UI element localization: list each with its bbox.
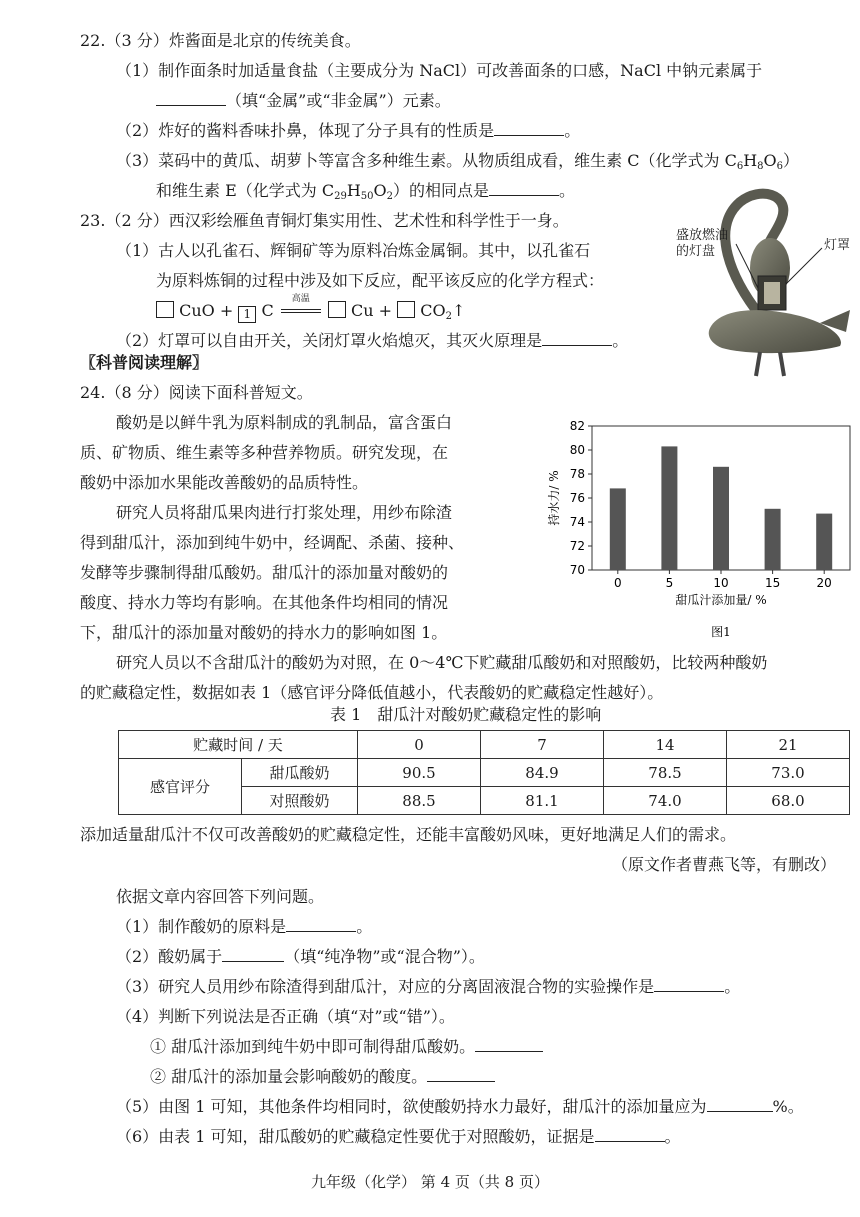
q22-part2-text: （2）炸好的酱料香味扑鼻，体现了分子具有的性质是 [116, 121, 495, 140]
page-footer: 九年级（化学） 第 4 页（共 8 页） [311, 1173, 549, 1191]
table-row-label: 甜瓜酸奶 [242, 759, 358, 787]
table-cell: 88.5 [358, 787, 481, 815]
q24-sub3-text: （3）研究人员用纱布除渣得到甜瓜汁，对应的分离固液混合物的实验操作是 [116, 977, 655, 996]
element-symbol: H [346, 181, 361, 200]
eq-c: C [261, 301, 274, 320]
table-group-cell: 感官评分 [119, 759, 242, 815]
chart-title: 图1 [711, 625, 731, 639]
y-tick-label: 72 [569, 539, 585, 553]
answer-blank[interactable] [542, 329, 612, 346]
period: 。 [664, 1127, 681, 1146]
eq-co2: CO [420, 301, 446, 320]
condition-text: 高温 [291, 294, 310, 304]
q24-sub1-text: （1）制作酸奶的原料是 [116, 917, 287, 936]
q24-sub4b [150, 1064, 495, 1090]
q22-part1-line2 [156, 88, 451, 114]
x-axis-label: 甜瓜汁添加量/ % [675, 593, 767, 607]
q24-sub5-text: （5）由图 1 可知，其他条件均相同时，欲使酸奶持水力最好，甜瓜汁的添加量应为 [116, 1097, 707, 1116]
table-cell: 74.0 [604, 787, 727, 815]
para3-line1: 研究人员以不含甜瓜汁的酸奶为对照，在 0～4℃下贮藏甜瓜酸奶和对照酸奶，比较两种酸奶 [116, 653, 768, 672]
bronze-lamp-image [670, 188, 860, 380]
figure1-bar-chart [540, 410, 860, 642]
q22-part1-text: （填“金属”或“非金属”）元素。 [226, 91, 451, 110]
para2-line4: 酸度、持水力等均有影响。在其他条件均相同的情况 [80, 593, 449, 612]
subscript: 6 [736, 161, 744, 172]
eq-cuo: CuO + [179, 301, 234, 320]
y-tick-label: 78 [569, 467, 585, 481]
bar [610, 488, 626, 570]
y-tick-label: 76 [569, 491, 585, 505]
table-cell: 78.5 [604, 759, 727, 787]
q24-sub4a [150, 1034, 543, 1060]
q24-sub5-unit: %。 [772, 1097, 804, 1116]
element-symbol: O [373, 181, 387, 200]
q23-part1-line2: 为原料炼铜的过程中涉及如下反应，配平该反应的化学方程式： [156, 271, 605, 290]
table-header-cell: 21 [727, 731, 850, 759]
source-note: （原文作者曹燕飞等，有删改） [612, 855, 837, 874]
coefficient-box[interactable] [156, 301, 174, 318]
subscript: 50 [360, 191, 374, 202]
period: 。 [724, 977, 741, 996]
q24-sub2 [116, 944, 485, 970]
coefficient-box[interactable] [397, 301, 415, 318]
table-cell: 68.0 [727, 787, 850, 815]
q22-heading: 22.（3 分）炸酱面是北京的传统美食。 [80, 31, 361, 50]
answer-blank[interactable] [222, 945, 284, 962]
para1-line2: 质、矿物质、维生素等多种营养物质。研究发现，在 [80, 443, 449, 462]
answer-blank[interactable] [156, 89, 226, 106]
q22-part3-line2 [156, 178, 575, 205]
q23-heading: 23.（2 分）西汉彩绘雁鱼青铜灯集实用性、艺术性和科学性于一身。 [80, 211, 569, 230]
subscript: 8 [757, 161, 764, 172]
x-tick-label: 5 [665, 576, 674, 590]
table-header-row [119, 731, 850, 759]
q22-part2 [116, 118, 580, 144]
q22-part3-text2: 和维生素 E（化学式为 C [156, 181, 335, 200]
q24-sub4a-text: ① 甜瓜汁添加到纯牛奶中即可制得甜瓜酸奶。 [150, 1037, 476, 1056]
answer-blank[interactable] [494, 119, 564, 136]
q24-sub2-text: （2）酸奶属于 [116, 947, 223, 966]
table-row [119, 759, 850, 787]
para2-line3: 发酵等步骤制得甜瓜酸奶。甜瓜汁的添加量对酸奶的 [80, 563, 449, 582]
q24-ask: 依据文章内容回答下列问题。 [116, 887, 325, 906]
q22-part1-line1: （1）制作面条时加适量食盐（主要成分为 NaCl）可改善面条的口感，NaCl 中钠元素属于 [116, 61, 763, 80]
q22-part3-text3: ）的相同点是 [393, 181, 490, 200]
reaction-condition [279, 294, 323, 318]
q24-sub5 [116, 1094, 804, 1120]
y-tick-label: 80 [569, 443, 585, 457]
section-title: 〖科普阅读理解〗 [80, 353, 209, 372]
lamp-label-tray [676, 228, 728, 260]
q24-sub4: （4）判断下列说法是否正确（填“对”或“错”）。 [116, 1007, 455, 1026]
answer-blank[interactable] [707, 1095, 773, 1112]
q24-sub6 [116, 1124, 681, 1150]
q24-heading: 24.（8 分）阅读下面科普短文。 [80, 383, 313, 402]
table1 [118, 730, 850, 815]
gas-arrow: ↑ [451, 301, 466, 320]
para2-line5: 下，甜瓜汁的添加量对酸奶的持水力的影响如图 1。 [80, 623, 448, 642]
para1-line1: 酸奶是以鲜牛乳为原料制成的乳制品，富含蛋白 [116, 413, 453, 432]
subscript: 29 [334, 191, 347, 202]
lamp-label-shade: 灯罩 [824, 238, 851, 253]
q24-sub4b-text: ② 甜瓜汁的添加量会影响酸奶的酸度。 [150, 1067, 428, 1086]
table-header-cell: 7 [481, 731, 604, 759]
answer-blank[interactable] [427, 1065, 495, 1082]
bar [661, 446, 677, 570]
para2-line1: 研究人员将甜瓜果肉进行打浆处理，用纱布除渣 [116, 503, 453, 522]
answer-blank[interactable] [595, 1125, 665, 1142]
subscript: 6 [776, 161, 784, 172]
table-header-cell: 贮藏时间 / 天 [119, 731, 358, 759]
period: 。 [559, 181, 576, 200]
period: 。 [564, 121, 581, 140]
bar [816, 514, 832, 570]
para1-line3: 酸奶中添加水果能改善酸奶的品质特性。 [80, 473, 369, 492]
q22-part3-line1 [116, 148, 799, 175]
subscript: 2 [445, 311, 452, 322]
bar [713, 467, 729, 570]
coefficient-box[interactable] [328, 301, 346, 318]
table-row-label: 对照酸奶 [242, 787, 358, 815]
lamp-label-tray-line1: 盛放燃油 [676, 228, 729, 243]
x-tick-label: 0 [613, 576, 622, 590]
bracket: ） [783, 151, 800, 170]
table1-title: 表 1 甜瓜汁对酸奶贮藏稳定性的影响 [330, 705, 602, 724]
period: 。 [356, 917, 373, 936]
chemical-equation [156, 294, 466, 325]
table-cell: 81.1 [481, 787, 604, 815]
y-tick-label: 82 [569, 419, 585, 433]
table-header-cell: 14 [604, 731, 727, 759]
answer-blank[interactable] [489, 179, 559, 196]
y-axis-label: 持水力/ % [547, 470, 561, 526]
q22-part3-text: （3）菜码中的黄瓜、胡萝卜等富含多种维生素。从物质组成看，维生素 C（化学式为 C [116, 151, 737, 170]
lamp-label-tray-line2: 的灯盘 [676, 244, 716, 259]
para2-line2: 得到甜瓜汁，添加到纯牛奶中，经调配、杀菌、接种、 [80, 533, 465, 552]
answer-blank[interactable] [286, 915, 356, 932]
answer-blank[interactable] [475, 1035, 543, 1052]
table-header-cell: 0 [358, 731, 481, 759]
table-cell: 90.5 [358, 759, 481, 787]
period: 。 [612, 331, 629, 350]
table-cell: 84.9 [481, 759, 604, 787]
y-tick-label: 70 [569, 563, 585, 577]
q24-sub2-text2: （填“纯净物”或“混合物”）。 [284, 947, 485, 966]
coefficient-box: 1 [238, 306, 256, 323]
para4: 添加适量甜瓜汁不仅可改善酸奶的贮藏稳定性，还能丰富酸奶风味，更好地满足人们的需求。 [80, 825, 737, 844]
subscript: 2 [386, 191, 394, 202]
x-tick-label: 20 [816, 576, 832, 590]
element-symbol: O [763, 151, 777, 170]
eq-cu: Cu + [350, 301, 393, 320]
q24-sub1 [116, 914, 372, 940]
x-tick-label: 15 [764, 576, 781, 590]
q23-part2-text: （2）灯罩可以自由开关，关闭灯罩火焰熄灭，其灭火原理是 [116, 331, 543, 350]
y-tick-label: 74 [569, 515, 585, 529]
q24-sub3 [116, 974, 740, 1000]
q24-sub6-text: （6）由表 1 可知，甜瓜酸奶的贮藏稳定性要优于对照酸奶，证据是 [116, 1127, 595, 1146]
q23-part1-line1: （1）古人以孔雀石、辉铜矿等为原料冶炼金属铜。其中，以孔雀石 [116, 241, 591, 260]
element-symbol: H [743, 151, 758, 170]
answer-blank[interactable] [654, 975, 724, 992]
x-tick-label: 10 [713, 576, 729, 590]
para3-line2: 的贮藏稳定性，数据如表 1（感官评分降低值越小，代表酸奶的贮藏稳定性越好）。 [80, 683, 664, 702]
bar [765, 509, 781, 570]
table-cell: 73.0 [727, 759, 850, 787]
